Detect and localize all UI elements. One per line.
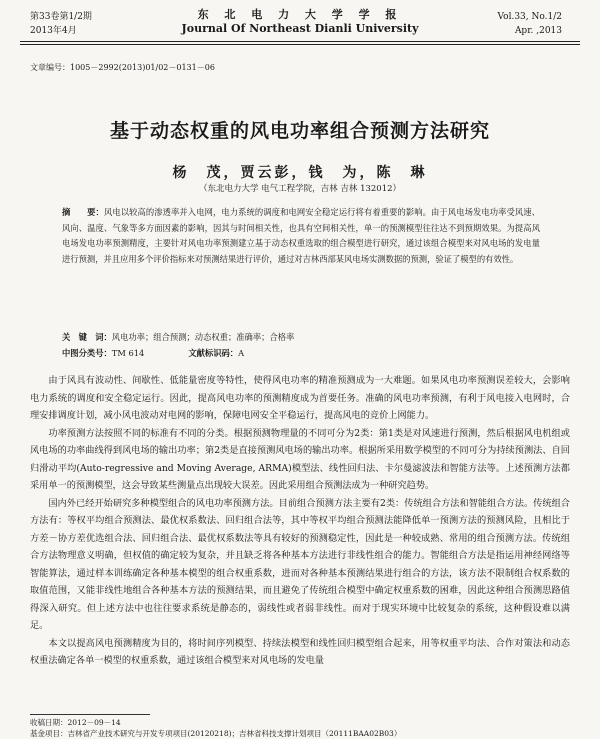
abstract-text: 风电以较高的渗透率并入电网，电力系统的调度和电网安全稳定运行将有着重要的影响。由于风电场发电功率受风速、风向、温度、气象等多方面因素的影响，因其与时间相关性，也具有空间相关性，单一的预测模型往往达不到预期效果。为提高风电场发电功率预测精度，主要针对风电功率预测建立基于动态权重选取的组合模型进行研究，通过该组合模型来对风电场的发电量进行预测，并且应用多个评价指标来对预测结果进行评价，通过对吉林西部某风电场实测数据的预测，验证了模型的有效性。: [62, 207, 540, 264]
header-volume-en: [498, 10, 563, 38]
clc-label: 中图分类号：: [62, 348, 112, 358]
received-date: 收稿日期：2012－09－14: [30, 718, 121, 727]
body-paragraph: 本文以提高风电预测精度为目的，将时间序列模型、持续法模型和线性回归模型组合起来，用等权重平均法、合作对策法和动态权重法确定各单一模型的权重系数，通过该组合模型来对风电场的发电量: [30, 637, 570, 666]
keywords-label: 关 键 词：: [62, 332, 112, 342]
footnote-rule: [30, 714, 150, 715]
header-date-en: Apr. ,2013: [514, 26, 562, 36]
clc-number: TM 614: [111, 348, 145, 358]
body-paragraph: 由于风具有波动性、间歇性、低能量密度等特性，使得风电功率的精准预测成为一大难题。如果风电功率预测误差较大，会影响电力系统的调度和安全稳定运行。因此，提高风电功率的预测精度成为首要任务。准确的风电功率预测，有利于风电接入电网时，合理安排调度计划，减小风电波动对电网的影响，保障电网安全平稳运行，提高风电的竞价上网能力。: [30, 375, 570, 421]
paper-title: 基于动态权重的风电功率组合预测方法研究: [109, 120, 490, 142]
author-list: 杨 茂，贾云彭，钱 为，陈 琳: [172, 165, 428, 181]
affiliation: （东北电力大学 电气工程学院，吉林 吉林 132012）: [198, 184, 402, 194]
header-volume-issue-en: Vol.33, No.1/2: [497, 12, 562, 22]
keywords: [62, 330, 540, 344]
fund-info: 基金项目：吉林省产业技术研究与开发专项项目(20120218)；吉林省科技支撑计划项目（20111BAA02B03）: [30, 729, 402, 738]
doc-code: A: [238, 348, 245, 358]
body-text: [30, 372, 570, 670]
body-paragraph: 国内外已经开始研究多种模型组合的风电功率预测方法。目前组合预测方法主要有2类：传统组合方法和智能组合方法。传统组合方法有：等权平均组合预测法、最优权系数法、回归组合法等，其中等权平均组合预测法能降低单一预测方法的预测风险，且相比于方差－协方差优选组合法、回归组合法、最优权系数法等具有较好的预测稳定性，因此是一种较成熟、常用的组合预测方法。传统组合方法物理意义明确，但权值的确定较为复杂，并且缺乏将各种基本方法进行非线性组合的能力。智能组合方法是指运用神经网络等智能算法，通过样本训练确定各种基本模型的组合权重系数，进而对各种基本预测结果进行组合的方法，该方法不限制组合权系数的取值范围，又能非线性地组合各种基本方法的预测结果，而且避免了传统组合模型中确定权重系数的困难，因此这种组合预测思路值得深入研究。但上述方法中也往往要求系统是静态的，弱线性或者弱非线性。而对于现实环境中比较复杂的系统，这种假设难以满足。: [30, 497, 570, 631]
footnote: [30, 717, 570, 739]
journal-title-en: Journal Of Northeast Dianli University: [181, 22, 419, 35]
abstract-label: 摘 要：: [62, 207, 104, 217]
header-rule-thick: [20, 41, 580, 42]
body-paragraph: 功率预测方法按照不同的标准有不同的分类。根据预测物理量的不同可分为2类：第1类是对风速进行预测，然后根据风电机组或风电场的功率曲线得到风电场的输出功率；第2类是直接预测风电场的输出功率。根据所采用数学模型的不同可分为持续预测法、自回归滑动平均(Auto-regressive and Moving Average, ARMA)模型法、线性回归法、卡尔曼滤波法和智能方法等。上述预测方法都采用单一的预测模型，这会导致某些测量点出现较大误差。因此采用组合预测法成为一种研究趋势。: [30, 427, 570, 491]
header-volume-issue: 第33卷第1/2期: [30, 12, 92, 22]
keywords-text: 风电功率；组合预测；动态权重；准确率；合格率: [111, 332, 295, 342]
doc-code-label: 文献标识码：: [188, 348, 239, 358]
article-number: 文章编号：1005－2992(2013)01/02－0131－06: [30, 63, 215, 72]
classification: [62, 346, 540, 360]
header-rule-thin: [20, 44, 580, 45]
header-date-cn: 2013年4月: [30, 26, 77, 36]
abstract: [62, 205, 540, 267]
journal-title-cn: 东 北 电 力 大 学 学 报: [197, 8, 403, 21]
